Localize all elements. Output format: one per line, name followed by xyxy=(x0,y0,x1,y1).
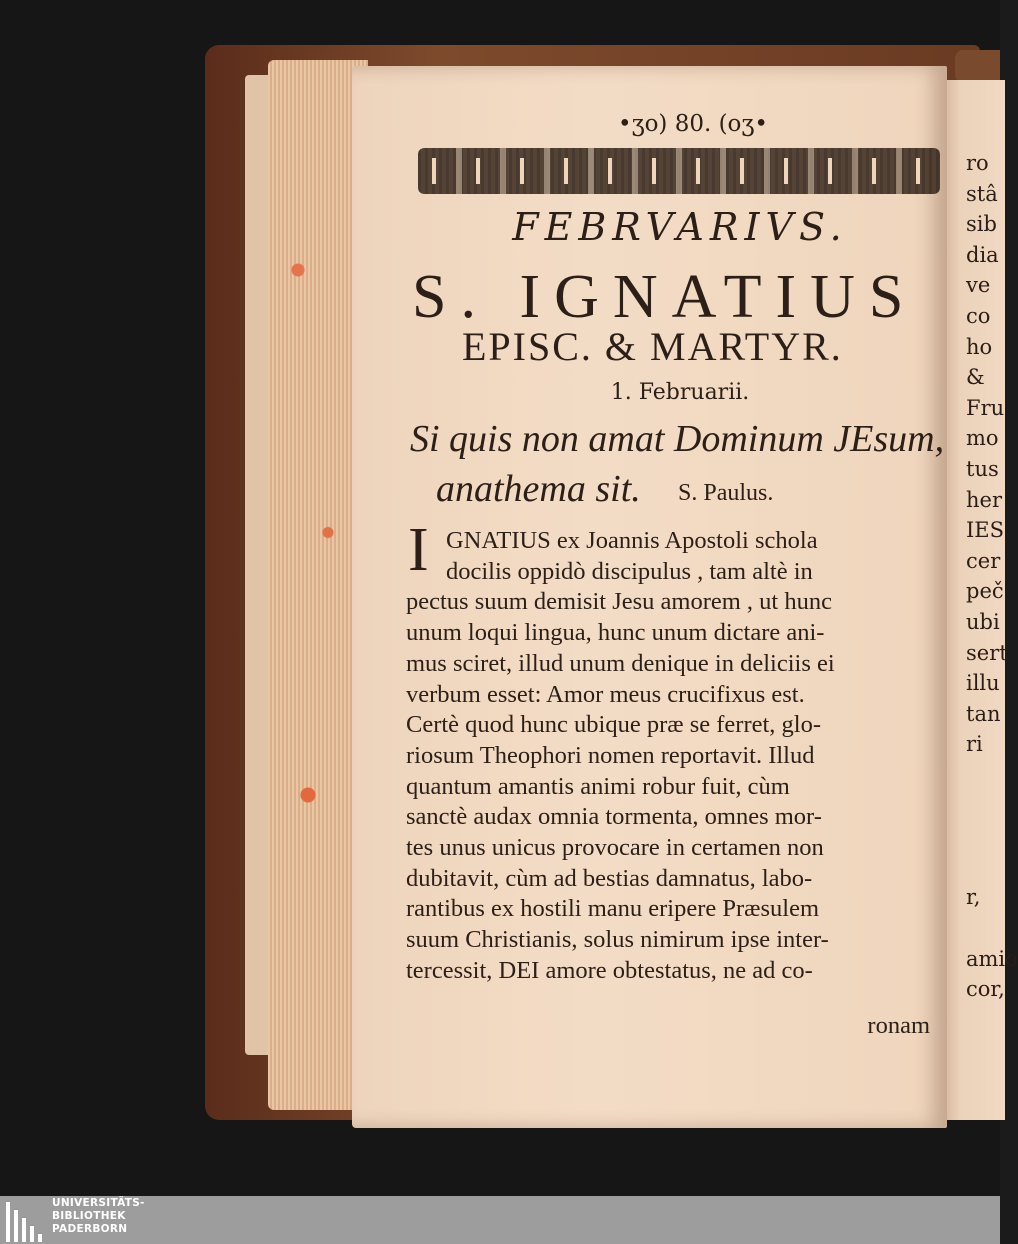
facing-page-fragment xyxy=(966,793,1006,819)
facing-page-fragment: r, xyxy=(966,885,981,910)
facing-page-fragment: cor, xyxy=(966,977,1005,1002)
facing-page-fragment: her xyxy=(966,487,1002,512)
body-line: unum loqui lingua, hunc unum dictare ani- xyxy=(406,619,825,647)
body-line: Certè quod hunc ubique præ se ferret, glo- xyxy=(406,711,822,739)
facing-page-fragment: ri xyxy=(966,732,983,757)
drop-cap: I xyxy=(408,516,429,584)
quote-line: Si quis non amat Dominum JEsum, xyxy=(410,418,945,460)
body-line: mus sciret, illud unum denique in deliciis ei xyxy=(406,649,835,677)
body-line: tercessit, DEI amore obtestatus, ne ad co- xyxy=(406,956,813,984)
facing-page-fragment: cer xyxy=(966,548,1001,573)
library-name-line: PADERBORN xyxy=(52,1223,128,1235)
quote-line: anathema sit. xyxy=(436,468,641,510)
facing-page-fragment: peč xyxy=(966,579,1004,604)
facing-page-fragment xyxy=(966,915,1006,941)
saint-title: S. IGNATIUS xyxy=(412,263,918,331)
facing-page-fragment: ho xyxy=(966,334,993,359)
body-line: GNATIUS ex Joannis Apostoli schola xyxy=(446,527,818,554)
facing-page-fragment: ve xyxy=(966,273,991,298)
body-line: riosum Theophori nomen reportavit. Illud xyxy=(406,741,815,769)
facing-page-fragment: amio xyxy=(966,946,1018,971)
facing-page-fragment: mo xyxy=(966,426,999,451)
library-name-line: BIBLIOTHEK xyxy=(52,1210,126,1222)
facing-page-fragment: dia xyxy=(966,242,999,267)
book-cover-corner xyxy=(955,50,1000,80)
body-line: quantum amantis animi robur fuit, cùm xyxy=(406,772,790,800)
facing-page-fragment: sert xyxy=(966,640,1008,665)
facing-page-fragment: Fru xyxy=(966,395,1005,420)
headpiece-ornament-pattern xyxy=(418,158,940,184)
facing-page-fragment: illu xyxy=(966,671,1000,696)
saint-rank: EPISC. & MARTYR. xyxy=(462,324,843,369)
library-name xyxy=(52,1197,232,1241)
facing-page-fragment: ubi xyxy=(966,610,1000,634)
facing-page-fragment xyxy=(966,854,1006,880)
body-line: verbum esset: Amor meus crucifixus est. xyxy=(406,680,805,708)
facing-page-fragment xyxy=(966,823,1006,849)
body-line: sanctè audax omnia tormenta, omnes mor- xyxy=(406,803,822,831)
body-line: suum Christianis, solus nimirum ipse inter- xyxy=(406,926,829,954)
body-line: tes unus unicus provocare in certamen non xyxy=(406,834,824,861)
facing-page-fragment: & xyxy=(966,365,985,390)
facing-page-fragment: IES xyxy=(966,518,1005,543)
body-line: dubitavit, cùm ad bestias damnatus, labo- xyxy=(406,864,813,892)
library-logo-icon xyxy=(4,1198,46,1242)
page-number: •ʒo) 80. (oʒ• xyxy=(618,111,768,137)
feast-date: 1. Februarii. xyxy=(610,380,750,405)
facing-page-fragment: stâ xyxy=(966,181,998,206)
body-line: docilis oppidò discipulus , tam altè in xyxy=(446,557,813,585)
facing-page-fragment: ro xyxy=(966,151,989,175)
facing-page-fragment: co xyxy=(966,304,991,328)
facing-page-fragment: tus xyxy=(966,457,999,481)
quote-source: S. Paulus. xyxy=(678,480,774,506)
month-heading: FEBRVARIVS. xyxy=(512,205,848,249)
body-line: pectus suum demisit Jesu amorem , ut hunc xyxy=(406,588,832,616)
library-name-line: UNIVERSITÄTS- xyxy=(52,1197,145,1209)
facing-page-fragment: sib xyxy=(966,212,997,237)
facing-page-fragment xyxy=(966,762,1006,788)
catchword: ronam xyxy=(867,1012,930,1039)
facing-page-fragment: tan xyxy=(966,701,1001,726)
body-line: rantibus ex hostili manu eripere Præsulem xyxy=(406,895,820,923)
